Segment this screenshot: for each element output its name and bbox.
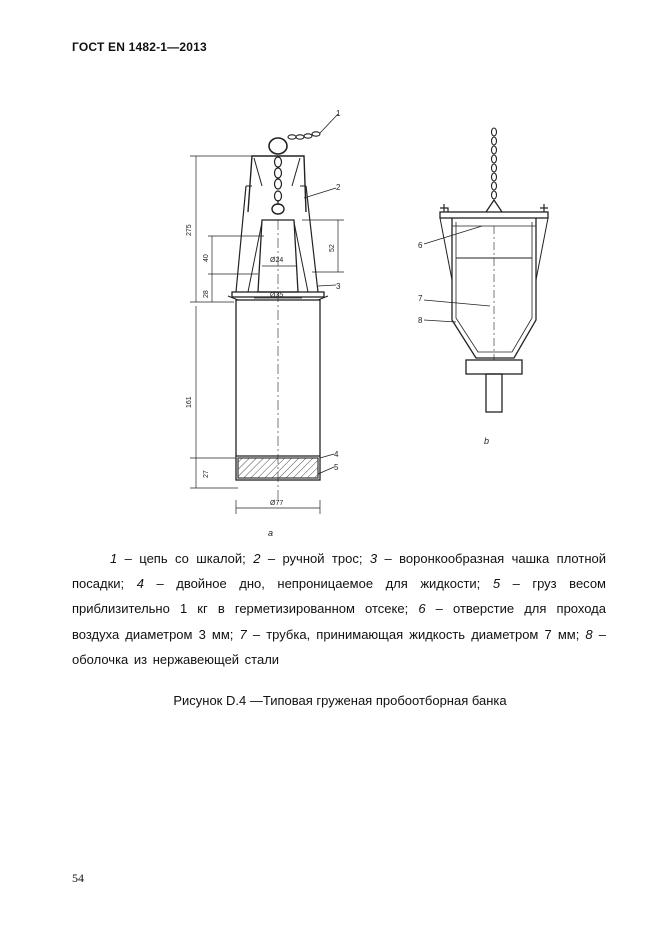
inlet-tube	[486, 374, 502, 412]
legend-text-8: – оболочка из нержавеющей стали	[72, 626, 606, 667]
dim-body-diameter: Ø77	[270, 500, 284, 507]
legend-num-5: 5	[492, 576, 501, 592]
drawing-a	[190, 114, 344, 514]
figure-label-a: a	[268, 528, 274, 538]
dim-cup-side: 52	[329, 244, 336, 252]
legend-text-6: – отверстие для прохода воздуха диаметром 3 мм;	[72, 601, 607, 642]
chain-vertical	[275, 157, 282, 201]
chain-horizontal	[288, 132, 320, 139]
legend-num-3: 3	[369, 551, 378, 566]
legend-num-7: 7	[239, 626, 247, 642]
dim-base: 27	[203, 470, 210, 478]
legend-text-2: – ручной трос;	[260, 551, 370, 566]
legend-num-6: 6	[418, 601, 426, 617]
dim-body: 161	[186, 396, 193, 408]
dim-cup-top: Ø24	[270, 257, 284, 264]
legend-text-7: – трубка, принимающая жидкость диаметром 7 мм;	[246, 626, 586, 642]
dim-upper: 40	[203, 254, 210, 262]
drawing-b	[424, 128, 548, 412]
ring-top	[269, 138, 287, 154]
figure-label-b: b	[484, 436, 490, 446]
leader-lines	[304, 114, 338, 474]
wing-nut-left	[440, 204, 448, 212]
legend-num-8: 8	[585, 626, 593, 642]
figure-title: Рисунок D.4 —Типовая груженая пробоотборная банка	[173, 693, 507, 708]
callout-8: 8	[418, 316, 423, 325]
callout-5: 5	[334, 463, 339, 472]
callout-3: 3	[336, 282, 341, 291]
dim-overall-top: 275	[186, 224, 193, 236]
legend-text-1: – цепь со шкалой;	[117, 551, 254, 566]
legend-num-4: 4	[136, 576, 144, 592]
dim-cup-bottom: Ø35	[270, 292, 284, 299]
legend-text-5: – груз весом приблизительно 1 кг в герметизированном отсеке;	[72, 576, 606, 617]
legend-text-3: – воронкообразная чашка плотной посадки;	[72, 551, 607, 592]
wing-nut-right	[540, 204, 548, 212]
page-number: 54	[72, 871, 84, 885]
legend-text-4: – двойное дно, непроницаемое для жидкости;	[143, 576, 493, 592]
legend-num-2: 2	[253, 551, 261, 566]
callout-6: 6	[418, 241, 423, 250]
callout-1: 1	[336, 109, 341, 118]
document-header: ГОСТ EN 1482-1—2013	[72, 40, 207, 54]
vessel-base	[466, 360, 522, 374]
chain-b	[492, 128, 497, 199]
callout-4: 4	[334, 450, 339, 459]
lid-bar	[440, 212, 548, 218]
dim-lower-cup: 28	[203, 290, 210, 298]
callout-2: 2	[336, 183, 341, 192]
callout-7: 7	[418, 294, 423, 303]
legend-num-1: 1	[110, 551, 118, 566]
figure-legend	[72, 546, 606, 672]
